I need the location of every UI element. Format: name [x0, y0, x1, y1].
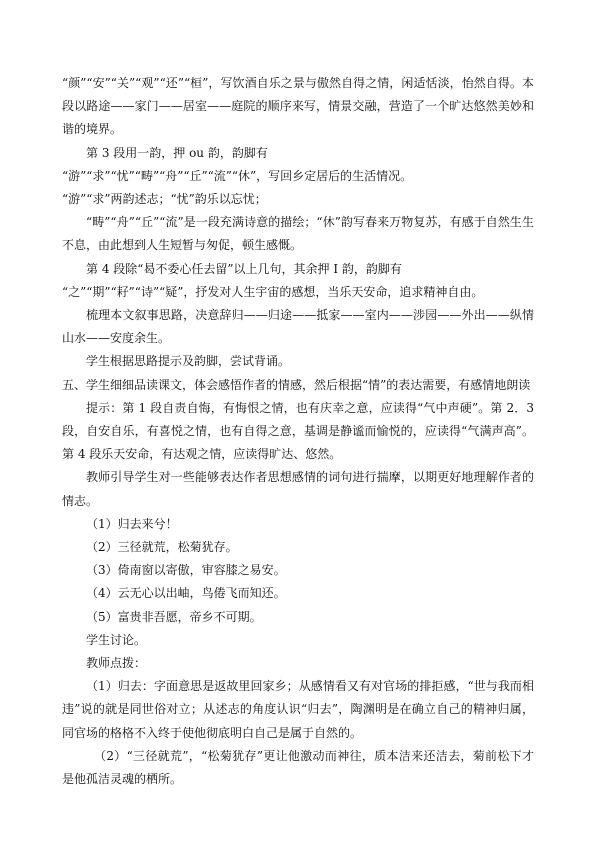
paragraph-3: “游”“求”“忧”“畴”“舟”“丘”“流”“休”，写回乡定居后的生活情况。 — [62, 168, 413, 183]
section-heading-5: 五、学生细细品读课文，体会感悟作者的情感，然后根据“情”的表达需要，有感情地朗读 — [62, 377, 531, 392]
paragraph-1: “颜”“安”“关”“观”“还”“桓”，写饮酒自乐之景与傲然自得之情，闲适恬淡，怡然自得。本段以路途——家门——居室——庭院的顺序来写，情景交融，营造了一个旷达悠然美妙和谐的境界。 — [62, 76, 534, 137]
list-item: （3）倚南窗以寄傲，审容膝之易安。 — [86, 563, 286, 578]
paragraph-6: 第 4 段除“曷不委心任去留”以上几句，其余押 I 韵，韵脚有 — [86, 261, 402, 276]
paragraph-discussion: 学生讨论。 — [86, 632, 147, 647]
paragraph-explanation-1: （1）归去：字面意思是返故里回家乡；从感情看又有对官场的排拒感，“世与我而相违”说的就是同世俗对立；从述志的角度认识“归去”，陶渊明是在确立自己的精神归属，同官场的格格不入终于使他彻底明白自己是属于自然的。 — [62, 679, 534, 740]
paragraph-2: 第 3 段用一韵，押 ou 韵，韵脚有 — [86, 145, 268, 160]
paragraph-5: “畴”“舟”“丘”“流”是一段充满诗意的描绘；“休”韵写春来万物复苏，有感于自然生生不息，由此想到人生短暂与匆促，顿生感慨。 — [62, 215, 534, 253]
paragraph-explanation-2: （2）“三径就荒”，“松菊犹存”更让他激动而神往，质本洁来还洁去，菊前松下才是他孤洁灵魂的栖所。 — [62, 748, 534, 787]
paragraph-9: 学生根据思路提示及韵脚，尝试背诵。 — [86, 354, 291, 369]
list-item: （5）富贵非吾愿，帝乡不可期。 — [86, 609, 262, 624]
list-item: （4）云无心以出岫，鸟倦飞而知还。 — [86, 586, 286, 601]
paragraph-teacher-note: 教师点拨： — [86, 656, 147, 671]
paragraph-8: 梳理本文叙事思路，决意辞归——归途——抵家——室内——涉园——外出——纵情山水——安度余生。 — [62, 308, 534, 346]
list-item: （1）归去来兮！ — [86, 516, 178, 531]
paragraph-4: “游”“求”两韵述志；“忧”韵乐以忘忧； — [62, 192, 267, 207]
list-item: （2）三径就荒，松菊犹存。 — [86, 540, 238, 555]
paragraph-guide: 教师引导学生对一些能够表达作者思想感情的词句进行揣摩，以期更好地理解作者的情志。 — [62, 470, 534, 508]
paragraph-hint: 提示：第 1 段自责自悔，有悔恨之情，也有庆幸之意，应读得“气中声硬”。第 2．3 段，自安自乐，有喜悦之情，也有自得之意，基调是静谧而愉悦的，应读得“气满声高”。第 4 段乐天安命，有达观之情，应读得旷达、悠然。 — [62, 400, 534, 462]
document-body — [62, 72, 534, 791]
paragraph-7: “之”“期”“耔”“诗”“疑”，抒发对人生宇宙的感想，当乐天安命，追求精神自由。 — [62, 284, 484, 299]
